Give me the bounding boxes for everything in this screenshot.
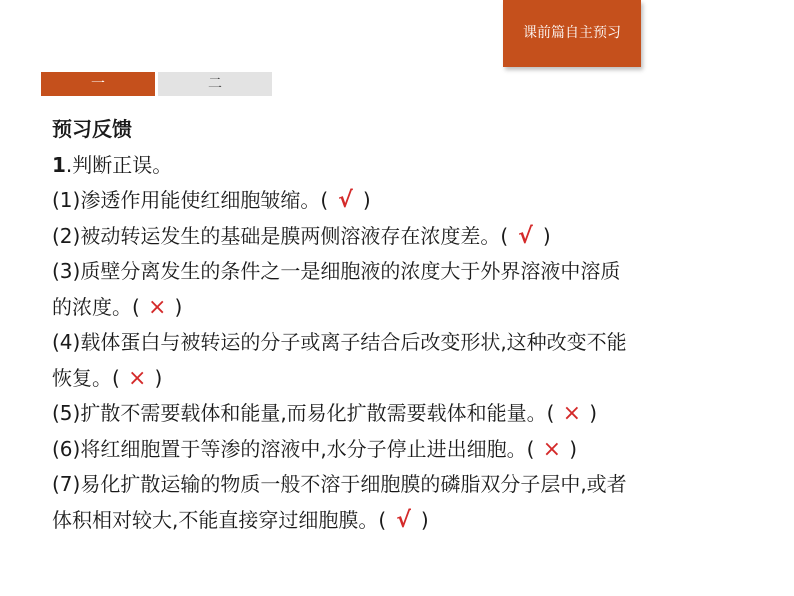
item-close: ) <box>562 436 578 461</box>
item-7 <box>52 467 752 538</box>
item-text: (5)扩散不需要载体和能量,而易化扩散需要载体和能量。( <box>52 401 561 425</box>
item-4 <box>52 325 752 396</box>
item-5 <box>52 396 752 432</box>
item-text: (2)被动转运发生的基础是膜两侧溶液存在浓度差。( <box>52 223 515 248</box>
item-close: ) <box>356 188 371 212</box>
item-text: 体积相对较大,不能直接穿过细胞膜。( <box>52 507 393 532</box>
item-close: ) <box>148 365 163 390</box>
item-text: (1)渗透作用能使红细胞皱缩。( <box>52 188 335 212</box>
section-label: 课前篇自主预习 <box>503 0 641 67</box>
item-close: ) <box>414 507 429 532</box>
content-area <box>52 112 752 538</box>
item-close: ) <box>168 294 183 319</box>
cross-mark-icon: × <box>542 436 562 462</box>
item-2 <box>52 219 752 255</box>
check-mark-icon: √ <box>338 188 353 213</box>
item-text: 恢复。( <box>52 365 127 390</box>
cross-mark-icon: × <box>127 365 147 391</box>
section-heading: 预习反馈 <box>52 117 132 141</box>
item-close: ) <box>536 223 551 248</box>
item-text: (7)易化扩散运输的物质一般不溶于细胞膜的磷脂双分子层中,或者 <box>52 472 627 496</box>
tab-two[interactable]: 二 <box>158 72 272 96</box>
item-close: ) <box>582 401 598 425</box>
question-text: .判断正误。 <box>65 152 173 177</box>
tab-one[interactable]: 一 <box>41 72 155 96</box>
check-mark-icon: √ <box>518 223 533 249</box>
tab-bar <box>41 72 272 96</box>
item-text: 的浓度。( <box>52 294 147 319</box>
item-1 <box>52 183 752 219</box>
cross-mark-icon: × <box>147 294 167 320</box>
item-3 <box>52 254 752 325</box>
item-text: (4)载体蛋白与被转运的分子或离子结合后改变形状,这种改变不能 <box>52 330 627 354</box>
cross-mark-icon: × <box>562 401 582 426</box>
item-text: (6)将红细胞置于等渗的溶液中,水分子停止进出细胞。( <box>52 436 541 461</box>
question-number: 1 <box>52 152 66 177</box>
item-text: (3)质壁分离发生的条件之一是细胞液的浓度大于外界溶液中溶质 <box>52 259 621 283</box>
check-mark-icon: √ <box>396 507 411 533</box>
question-title <box>52 148 752 184</box>
item-6 <box>52 432 752 468</box>
